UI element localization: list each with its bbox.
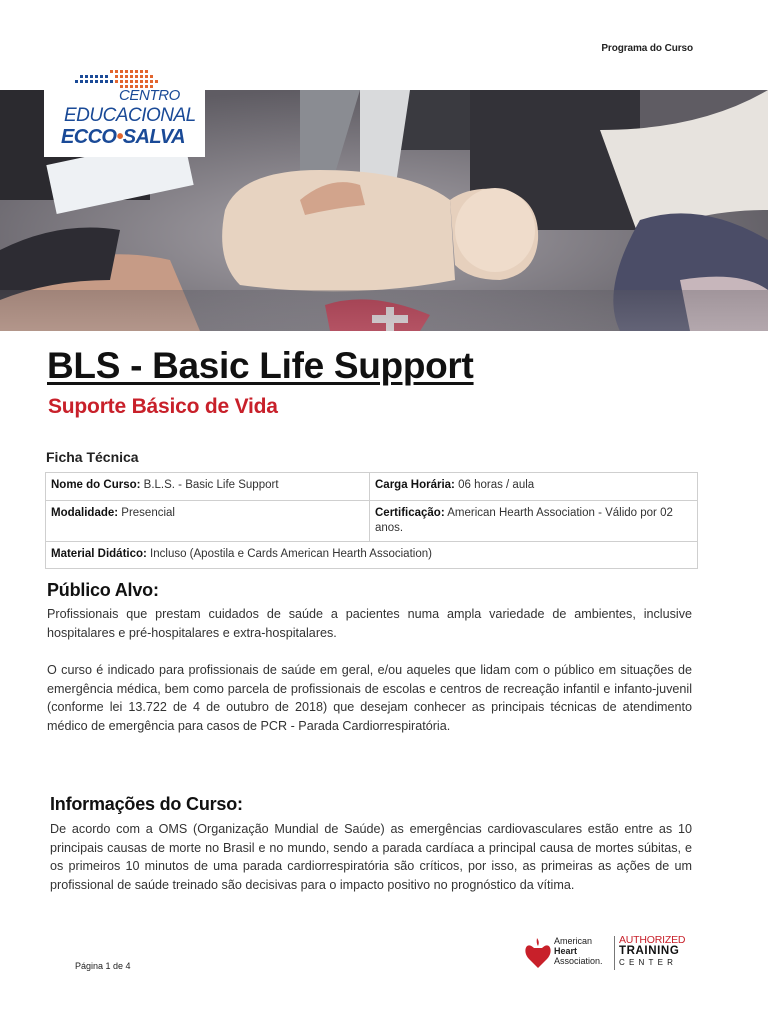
table-cell-carga-horaria	[370, 473, 698, 501]
table-row	[46, 501, 698, 542]
cell-value: B.L.S. - Basic Life Support	[140, 479, 279, 491]
logo-text-centro: CENTRO	[119, 87, 180, 104]
cell-value: Incluso (Apostila e Cards American Hearth Association)	[146, 548, 432, 560]
logo-text-salva: SALVA	[122, 126, 185, 148]
cell-value: 06 horas / aula	[454, 479, 535, 491]
cell-key: Modalidade:	[51, 507, 119, 519]
logo-text-dot: •	[116, 126, 123, 148]
ficha-tecnica-table	[45, 472, 698, 569]
atc-text-authorized: AUTHORIZED	[619, 934, 686, 946]
publico-alvo-paragraph-2: O curso é indicado para profissionais de saúde em geral, e/ou aqueles que lidam com o público em situações de emergência médica, bem como parcela de profissionais de escolas e centros de recreação infantil e infanto-juvenil (conforme lei 13.722 de 4 de outubro de 2018) que desejam conhecer as principais técnicas de atendimento médico de emergência para casos de PCR - Parada Cardiorrespiratória.	[47, 663, 692, 733]
logo-text-ecco: ECCO	[61, 126, 117, 148]
document-header-label: Programa do Curso	[601, 43, 693, 54]
atc-text-center: CENTER	[619, 958, 678, 967]
table-cell-certificacao	[370, 501, 698, 542]
page-number: Página 1 de 4	[75, 961, 131, 971]
cell-value: American Hearth Association - Válido por 02 anos.	[375, 507, 673, 534]
aha-text-association: Association.	[554, 956, 603, 966]
logo-text-educacional: EDUCACIONAL	[64, 105, 196, 126]
table-cell-material-didatico	[46, 542, 698, 569]
table-cell-nome-do-curso	[46, 473, 370, 501]
table-row	[46, 473, 698, 501]
cell-key: Certificação:	[375, 507, 445, 519]
informacoes-do-curso-heading: Informações do Curso:	[50, 794, 243, 814]
aha-text-heart: Heart	[554, 946, 578, 956]
table-row	[46, 542, 698, 569]
centro-educacional-ecco-salva-logo	[44, 61, 205, 157]
ficha-tecnica-label: Ficha Técnica	[46, 449, 139, 465]
informacoes-do-curso-paragraph: De acordo com a OMS (Organização Mundial de Saúde) as emergências cardiovasculares estão entre as 10 principais causas de morte no Brasil e no mundo, sendo a parada cardíaca a principal causa de mortes súbitas, e os primeiros 10 minutos de uma parada cardiorrespiratória são críticos, por isso, as primeiras as ações de um profissional de saúde treinado são decisivas para o impacto positivo no prognóstico da vítima.	[50, 822, 692, 892]
course-subtitle: Suporte Básico de Vida	[48, 395, 278, 418]
publico-alvo-heading: Público Alvo:	[47, 580, 159, 600]
cell-key: Material Didático:	[51, 548, 147, 560]
cell-value: Presencial	[118, 507, 175, 519]
cell-key: Nome do Curso:	[51, 479, 141, 491]
aha-text-american: American	[554, 936, 593, 946]
course-title: BLS - Basic Life Support	[47, 345, 474, 386]
cell-key: Carga Horária:	[375, 479, 455, 491]
publico-alvo-paragraph-1: Profissionais que prestam cuidados de saúde a pacientes numa ampla variedade de ambientes, inclusive hospitalares e pré-hospitalares e extra-hospitalares.	[47, 607, 692, 640]
aha-authorized-training-center-logo	[524, 934, 696, 974]
atc-text-training: TRAINING	[619, 945, 680, 957]
logo-text-ecco-salva	[61, 126, 185, 149]
table-cell-modalidade	[46, 501, 370, 542]
logo-dots-graphic	[75, 67, 175, 89]
